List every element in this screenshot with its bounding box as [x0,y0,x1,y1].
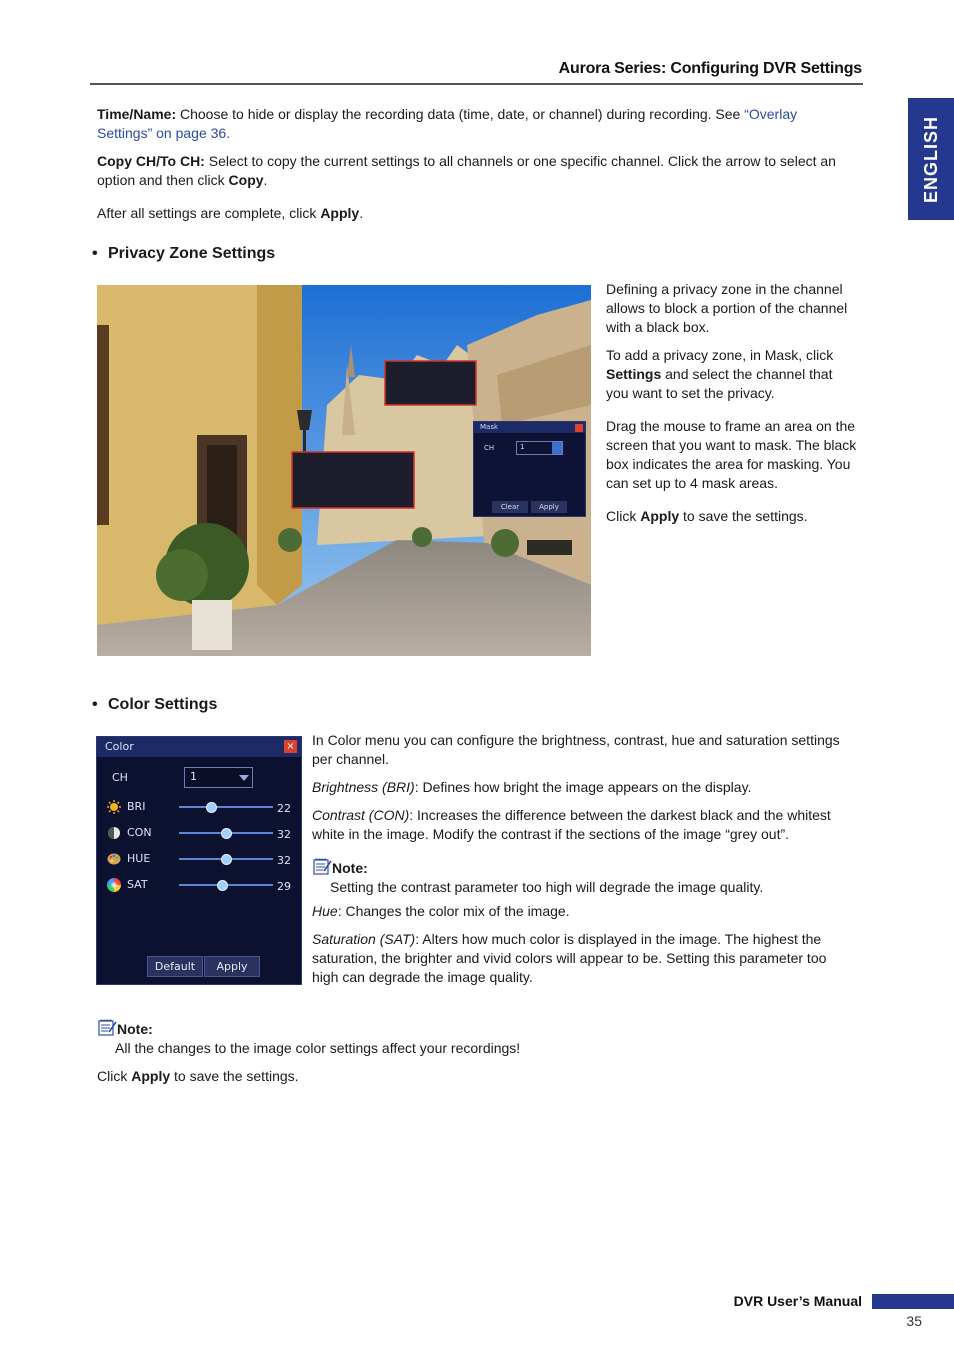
mask-close-icon[interactable] [575,424,583,432]
apply-term: Apply [320,205,360,221]
contrast-icon [107,825,121,839]
footer-bar [872,1294,954,1309]
mask-ch-select[interactable] [516,441,563,455]
con-slider[interactable] [179,832,273,834]
color-ch-select[interactable] [184,767,253,788]
privacy-zone-screenshot [97,285,591,656]
brightness-text: : Defines how bright the image appears on the display. [414,779,752,795]
copy-ch-term: Copy CH/To CH: [97,153,205,169]
copy-ch-paragraph [97,152,849,190]
hue-label: HUE [127,852,151,865]
apply-button[interactable]: Apply [204,956,260,977]
footer-manual-title: DVR User’s Manual [733,1293,862,1309]
bri-value: 22 [277,802,291,815]
privacy-zone-heading [92,245,275,263]
palette-icon [107,851,121,865]
final-text: Click [97,1068,132,1084]
privacy-p1: Defining a privacy zone in the channel allows to block a portion of the channel with a black box. [606,281,848,335]
color-wheel-icon [107,877,121,891]
copy-term: Copy [228,172,264,188]
sun-icon [107,799,121,813]
privacy-p3: Drag the mouse to frame an area on the screen that you want to mask. The black box indicates the area for masking. You can set up to 4 mask areas. [606,418,857,491]
hue-text: : Changes the color mix of the image. [337,903,570,919]
final-apply-paragraph [97,1067,797,1086]
hue-slider-handle[interactable] [221,854,232,865]
note-icon [97,1018,117,1036]
time-name-text: Choose to hide or display the recording data (time, date, or channel) during recording. See [176,106,745,122]
header-divider [90,83,863,85]
mask-ch-label: CH [484,444,495,452]
contrast-note-heading [312,857,852,878]
running-header: Aurora Series: Configuring DVR Settings [558,60,862,77]
privacy-p2 [606,346,858,403]
apply-term: Apply [640,508,680,524]
sat-label: SAT [127,878,148,891]
mask-clear-button[interactable]: Clear [492,501,528,513]
close-icon[interactable]: × [284,740,297,753]
sat-slider[interactable] [179,884,273,886]
privacy-zone-heading-text: Privacy Zone Settings [108,245,276,262]
note-label: Note: [332,860,368,876]
after-text: After all settings are complete, click [97,205,321,221]
language-tab-label: ENGLISH [920,115,941,203]
period: . [263,172,268,188]
apply-term: Apply [131,1068,171,1084]
bullet-icon: • [92,245,98,262]
chevron-down-icon [552,442,562,454]
sat-value: 29 [277,880,291,893]
privacy-p4-text: Click [606,508,641,524]
bri-slider-handle[interactable] [206,802,217,813]
note-label: Note: [117,1021,153,1037]
color-panel-title: Color [105,740,134,753]
privacy-p2-tail: and select the channel that you want to set the privacy. [606,366,833,401]
chevron-down-icon [239,775,249,781]
color-settings-heading [92,696,217,714]
default-button[interactable]: Default [147,956,203,977]
color-description [312,731,852,987]
privacy-p4 [606,507,858,526]
con-label: CON [127,826,152,839]
language-tab [908,98,954,220]
saturation-term: Saturation (SAT) [312,931,416,947]
recording-note-text: All the changes to the image color settings affect your recordings! [115,1040,521,1056]
after-settings-paragraph [97,204,363,223]
contrast-term: Contrast (CON) [312,807,410,823]
copy-ch-text: Select to copy the current settings to all channels or one specific channel. Click the arrow to select an option and then click [97,153,836,188]
privacy-p2-text: To add a privacy zone, in Mask, click [606,347,834,363]
color-ch-value: 1 [190,770,197,783]
contrast-text: : Increases the difference between the darkest black and the whitest white in the image. Modify the contrast if the sections of the image “grey out”. [312,807,831,842]
settings-term: Settings [606,366,662,382]
final-tail: to save the settings. [170,1068,299,1084]
color-settings-panel [96,736,302,985]
overlay-settings-link-part2[interactable]: Settings” on page 36. [97,125,231,141]
color-settings-heading-text: Color Settings [108,696,218,713]
color-ch-label: CH [112,771,128,784]
bri-label: BRI [127,800,146,813]
sat-slider-handle[interactable] [217,880,228,891]
time-name-term: Time/Name: [97,106,177,122]
hue-slider[interactable] [179,858,273,860]
color-intro: In Color menu you can configure the brightness, contrast, hue and saturation settings per channel. [312,732,840,767]
hue-value: 32 [277,854,291,867]
period: . [359,205,364,221]
mask-apply-button[interactable]: Apply [531,501,567,513]
page-number: 35 [906,1313,922,1329]
contrast-paragraph [312,806,852,844]
privacy-description [606,280,858,526]
hue-term: Hue [312,903,338,919]
brightness-term: Brightness (BRI) [312,779,415,795]
mask-ch-value: 1 [520,443,525,451]
note-icon [312,857,332,875]
bri-slider[interactable] [179,806,273,808]
mask-dialog-title: Mask [480,423,499,431]
saturation-text: : Alters how much color is displayed in the image. The highest the saturation, the brighter and vivid colors will appear to be. Setting this parameter too high can degrade the image quality. [312,931,827,985]
brightness-paragraph [312,778,852,797]
hue-paragraph [312,902,852,921]
contrast-note-text: Setting the contrast parameter too high will degrade the image quality. [330,879,764,895]
recording-note [97,1018,797,1086]
mask-dialog [473,421,586,517]
recording-note-heading [97,1018,797,1039]
con-value: 32 [277,828,291,841]
bullet-icon: • [92,696,98,713]
overlay-settings-link-part1[interactable]: “Overlay [744,106,798,122]
con-slider-handle[interactable] [221,828,232,839]
saturation-paragraph [312,930,852,987]
privacy-p4-tail: to save the settings. [679,508,808,524]
time-name-paragraph [97,105,847,143]
